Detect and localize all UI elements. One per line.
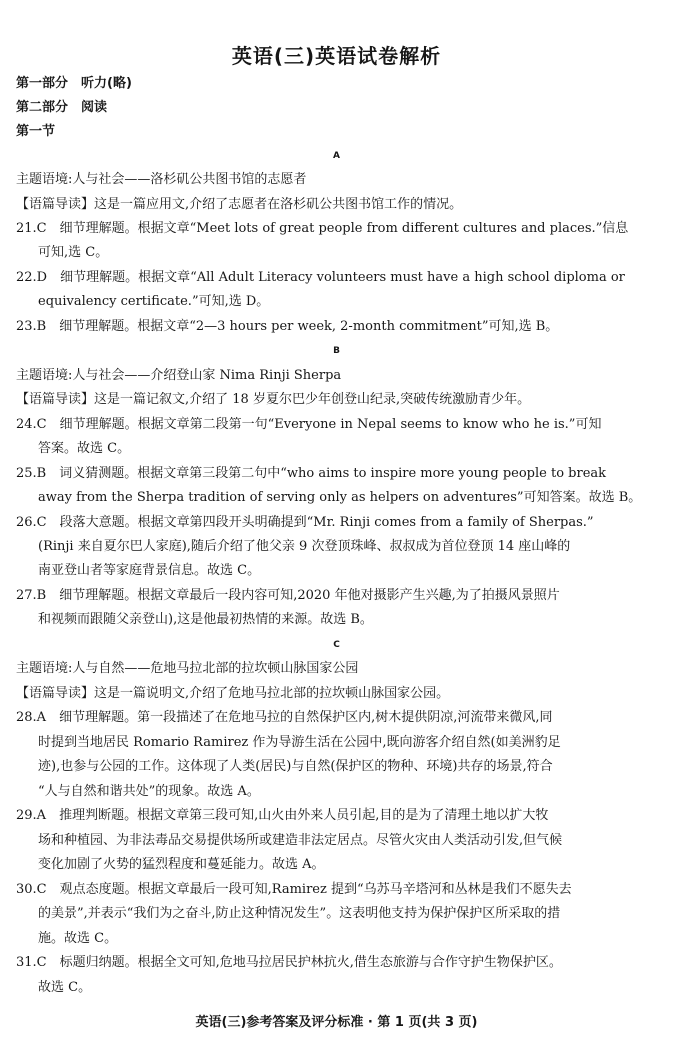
- passage-c-context: 主题语境:人与自然——危地马拉北部的拉坎顿山脉国家公园: [16, 661, 359, 676]
- page-title: 英语(三)英语试卷解析: [231, 44, 442, 68]
- answer-27-line1: 27.B 细节理解题。根据文章最后一段内容可知,2020 年他对摄影产生兴趣,为了拍摄风景照片: [16, 588, 560, 603]
- passage-b-guide: 【语篇导读】这是一篇记叙文,介绍了 18 岁夏尔巴少年创登山纪录,突破传统激励青少年。: [16, 392, 531, 407]
- answer-30-line1: 30.C 观点态度题。根据文章最后一段可知,Ramirez 提到“乌苏马辛塔河和丛林是我们不愿失去: [16, 882, 572, 897]
- passage-b-heading: B: [333, 346, 340, 356]
- answer-28-line3: 迹),也参与公园的工作。这体现了人类(居民)与自然(保护区的物种、环境)共存的场景,符合: [38, 759, 553, 774]
- part1-heading: 第一部分 听力(略): [16, 76, 132, 91]
- answer-24-line2: 答案。故选 C。: [38, 441, 131, 456]
- answer-26-line1: 26.C 段落大意题。根据文章第四段开头明确提到“Mr. Rinji comes from a family of Sherpas.”: [16, 515, 594, 530]
- answer-28-line4: “人与自然和谐共处”的现象。故选 A。: [38, 784, 260, 799]
- answer-31-line1: 31.C 标题归纳题。根据全文可知,危地马拉居民护林抗火,借生态旅游与合作守护生物保护区。: [16, 955, 562, 970]
- passage-a-heading: A: [333, 151, 340, 161]
- passage-c-heading: C: [333, 640, 340, 650]
- section1-heading: 第一节: [16, 124, 56, 139]
- passage-b-context: 主题语境:人与社会——介绍登山家 Nima Rinji Sherpa: [16, 368, 342, 383]
- passage-a-context: 主题语境:人与社会——洛杉矶公共图书馆的志愿者: [16, 172, 307, 187]
- answer-31-line2: 故选 C。: [38, 980, 92, 995]
- passage-c-guide: 【语篇导读】这是一篇说明文,介绍了危地马拉北部的拉坎顿山脉国家公园。: [16, 686, 450, 701]
- answer-22-line2: equivalency certificate.”可知,选 D。: [38, 294, 270, 309]
- answer-21-line1: 21.C 细节理解题。根据文章“Meet lots of great people from different cultures and places.”信息: [16, 221, 629, 236]
- answer-30-line2: 的美景”,并表示“我们为之奋斗,防止这种情况发生”。这表明他支持为保护保护区所采取的措: [38, 906, 561, 921]
- answer-25-line1: 25.B 词义猜测题。根据文章第三段第二句中“who aims to inspire more young people to break: [16, 466, 607, 481]
- answer-25-line2: away from the Sherpa tradition of serving only as helpers on adventures”可知答案。故选 B。: [38, 490, 642, 505]
- passage-a-guide: 【语篇导读】这是一篇应用文,介绍了志愿者在洛杉矶公共图书馆工作的情况。: [16, 197, 463, 212]
- answer-21-line2: 可知,选 C。: [38, 245, 109, 260]
- answer-29-line3: 变化加剧了火势的猛烈程度和蔓延能力。故选 A。: [38, 857, 325, 872]
- answer-27-line2: 和视频而跟随父亲登山),这是他最初热情的来源。故选 B。: [38, 612, 373, 627]
- page-footer: 英语(三)参考答案及评分标准 · 第 1 页(共 3 页): [195, 1015, 478, 1030]
- answer-26-line3: 南亚登山者等家庭背景信息。故选 C。: [38, 563, 261, 578]
- answer-22-line1: 22.D 细节理解题。根据文章“All Adult Literacy volunteers must have a high school diploma or: [16, 270, 625, 285]
- answer-28-line1: 28.A 细节理解题。第一段描述了在危地马拉的自然保护区内,树木提供阴凉,河流带来微风,同: [16, 710, 553, 725]
- answer-29-line2: 场和种植园、为非法毒品交易提供场所或建造非法定居点。尽管火灾由人类活动引发,但气候: [38, 833, 563, 848]
- part2-heading: 第二部分 阅读: [16, 100, 108, 115]
- answer-23-line1: 23.B 细节理解题。根据文章“2—3 hours per week, 2-month commitment”可知,选 B。: [16, 319, 559, 334]
- answer-30-line3: 施。故选 C。: [38, 931, 118, 946]
- answer-29-line1: 29.A 推理判断题。根据文章第三段可知,山火由外来人员引起,目的是为了清理土地以扩大牧: [16, 808, 549, 823]
- answer-26-line2: (Rinji 来自夏尔巴人家庭),随后介绍了他父亲 9 次登顶珠峰、叔叔成为首位登顶 14 座山峰的: [38, 539, 571, 554]
- answer-24-line1: 24.C 细节理解题。根据文章第二段第一句“Everyone in Nepal seems to know who he is.”可知: [16, 417, 602, 432]
- answer-28-line2: 时提到当地居民 Romario Ramirez 作为导游生活在公园中,既向游客介绍自然(如美洲豹足: [38, 735, 561, 750]
